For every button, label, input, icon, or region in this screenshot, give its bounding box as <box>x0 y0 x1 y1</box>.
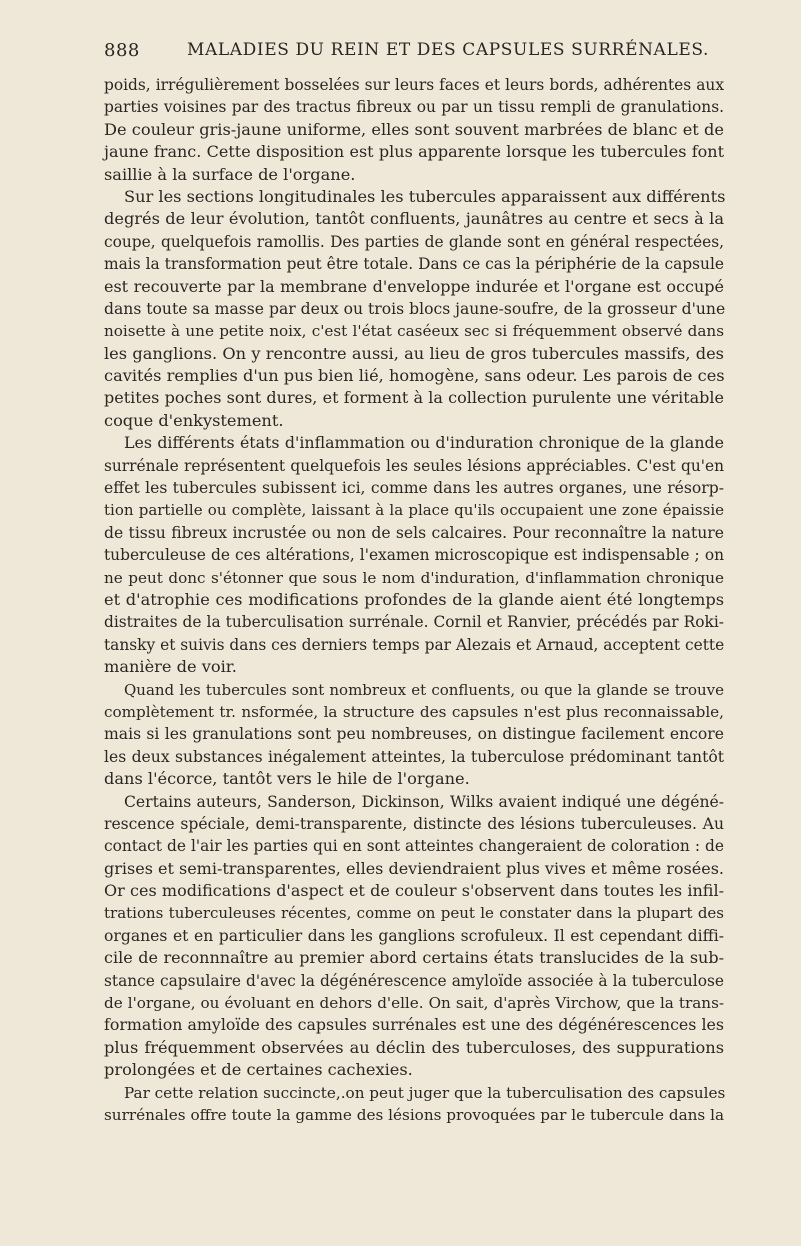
text-line: Sur les sections longitudinales les tubercules apparaissent aux différents <box>124 186 726 206</box>
page-number: 888 <box>104 40 140 61</box>
text-line: dans l'écorce, tantôt vers le hile de l'organe. <box>104 769 470 789</box>
text-line: organes et en particulier dans les ganglions scrofuleux. Il est cependant diffi- <box>104 926 724 945</box>
text-line: Quand les tubercules sont nombreux et confluents, ou que la glande se trouve <box>124 680 724 699</box>
text-line: tuberculeuse de ces altérations, l'examen microscopique est indispensable ; on <box>104 546 724 565</box>
text-line: tion partielle ou complète, laissant à la place qu'ils occupaient une zone épaissie <box>104 501 724 520</box>
text-line: contact de l'air les parties qui en sont atteintes changeraient de coloration : de <box>104 837 724 856</box>
text-line: effet les tubercules subissent ici, comme dans les autres organes, une résorp- <box>104 479 724 498</box>
text-line: ne peut donc s'étonner que sous le nom d'induration, d'inflammation chronique <box>104 568 724 587</box>
running-title: MALADIES DU REIN ET DES CAPSULES SURRÉNALES. <box>187 40 709 60</box>
text-line: dans toute sa masse par deux ou trois blocs jaune-soufre, de la grosseur d'une <box>104 299 726 318</box>
text-line: parties voisines par des tractus fibreux ou par un tissu rempli de granulations. <box>104 98 724 117</box>
page-header <box>104 40 724 66</box>
text-line: Les différents états d'inflammation ou d'induration chronique de la glande <box>124 433 724 453</box>
text-line: stance capsulaire d'avec la dégénérescence amyloïde associée à la tuberculose <box>104 971 724 990</box>
text-line: poids, irrégulièrement bosselées sur leurs faces et leurs bords, adhérentes aux <box>104 76 724 94</box>
text-line: Par cette relation succincte,.on peut juger que la tuberculisation des capsules <box>124 1083 726 1102</box>
text-line: plus fréquemment observées au déclin des tuberculoses, des suppurations <box>104 1037 724 1057</box>
text-line: jaune franc. Cette disposition est plus apparente lorsque les tubercules font <box>104 142 724 162</box>
text-line: grises et semi-transparentes, elles deviendraient plus vives et même rosées. <box>104 858 724 878</box>
text-line: distraites de la tuberculisation surrénale. Cornil et Ranvier, précédés par Roki- <box>104 613 724 632</box>
text-line: tansky et suivis dans ces derniers temps par Alezais et Arnaud, acceptent cette <box>104 635 725 654</box>
text-line: noisette à une petite noix, c'est l'état caséeux sec si fréquemment observé dans <box>104 322 724 341</box>
text-line: rescence spéciale, demi-transparente, distincte des lésions tuberculeuses. Au <box>104 814 724 833</box>
text-line: Or ces modifications d'aspect et de couleur s'observent dans toutes les infil- <box>104 881 724 901</box>
text-line: cavités remplies d'un pus bien lié, homogène, sans odeur. Les parois de ces <box>104 366 725 386</box>
text-line: formation amyloïde des capsules surrénales est une des dégénérescences les <box>104 1015 724 1035</box>
text-line: est recouverte par la membrane d'enveloppe indurée et l'organe est occupé <box>104 276 724 296</box>
text-line: les ganglions. On y rencontre aussi, au lieu de gros tubercules massifs, des <box>104 343 724 363</box>
text-line: trations tuberculeuses récentes, comme on peut le constater dans la plupart des <box>104 904 724 923</box>
text-line: les deux substances inégalement atteintes, la tuberculose prédominant tantôt <box>104 747 724 766</box>
text-line: surrénale représentent quelquefois les seules lésions appréciables. C'est qu'en <box>104 456 724 475</box>
text-line: prolongées et de certaines cachexies. <box>104 1060 413 1080</box>
text-line: saillie à la surface de l'organe. <box>104 164 356 184</box>
text-line: coque d'enkystement. <box>104 410 284 430</box>
text-line: Certains auteurs, Sanderson, Dickinson, Wilks avaient indiqué une dégéné- <box>124 792 724 811</box>
text-line: surrénales offre toute la gamme des lésions provoquées par le tubercule dans la <box>104 1105 724 1124</box>
text-line: cile de reconnnaître au premier abord certains états translucides de la sub- <box>104 948 724 968</box>
text-line: coupe, quelquefois ramollis. Des parties de glande sont en général respectées, <box>104 232 724 251</box>
text-line: De couleur gris-jaune uniforme, elles sont souvent marbrées de blanc et de <box>104 119 724 139</box>
text-line: degrés de leur évolution, tantôt confluents, jaunâtres au centre et secs à la <box>104 209 724 229</box>
body-text <box>104 74 724 1126</box>
text-line: manière de voir. <box>104 657 237 677</box>
text-line: et d'atrophie ces modifications profondes de la glande aient été longtemps <box>104 589 724 609</box>
text-line: complètement tr. nsformée, la structure des capsules n'est plus reconnaissable, <box>104 702 724 721</box>
text-line: de l'organe, ou évoluant en dehors d'elle. On sait, d'après Virchow, que la trans- <box>104 994 724 1013</box>
text-line: petites poches sont dures, et forment à la collection purulente une véritable <box>104 388 724 408</box>
text-line: mais si les granulations sont peu nombreuses, on distingue facilement encore <box>104 725 724 744</box>
text-line: de tissu fibreux incrustée ou non de sels calcaires. Pour reconnaître la nature <box>104 523 724 542</box>
text-line: mais la transformation peut être totale. Dans ce cas la périphérie de la capsule <box>104 255 724 274</box>
